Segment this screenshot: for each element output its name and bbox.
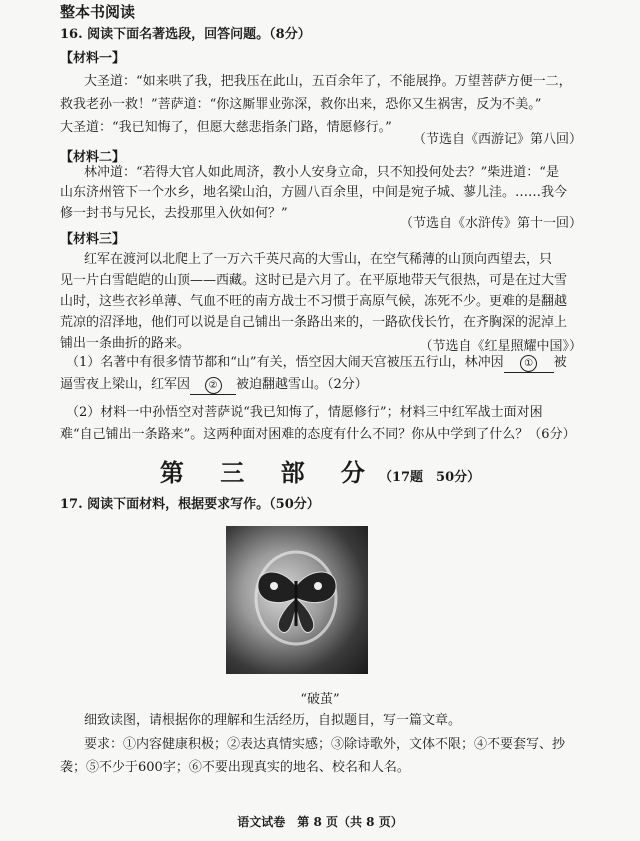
- material-3-line: 荒凉的沼泽地，他们可以说是自己铺出一条路出来的，一路砍伐长竹，在齐胸深的泥淖上: [60, 315, 568, 330]
- material-3-line: 山时，这些衣衫单薄、气血不旺的南方战士不习惯于高原气候，冻死不少。更难的是翻越: [60, 294, 568, 309]
- part-note: （17题 50分）: [378, 470, 481, 485]
- q16-sub1-line2: [60, 377, 368, 395]
- material-2-line: 修一封书与兄长，去投那里入伙如何？”: [60, 206, 288, 221]
- material-2-line: 山东济州管下一个水乡，地名梁山泊，方圆八百余里，中间是宛子城、蓼儿洼。……我今: [60, 185, 568, 200]
- material-1-source: （节选自《西游记》第八回）: [412, 132, 582, 147]
- answer-blank-1[interactable]: [504, 355, 554, 373]
- material-1-line: 大圣道：“如来哄了我，把我压在此山，五百余年了，不能展挣。万望菩萨方便一二，: [84, 74, 572, 89]
- page-footer: 语文试卷 第 8 页（共 8 页）: [237, 815, 403, 829]
- q16-sub1-text: 被迫翻越雪山。（2分）: [236, 377, 368, 392]
- material-3-line: 铺出一条曲折的路来。: [60, 336, 191, 351]
- material-3-line: 红军在渡河以北爬上了一万六千英尺高的大雪山，在空气稀薄的山顶向西望去，只: [84, 252, 553, 267]
- q16-sub1-line1: [66, 355, 567, 373]
- material-2-source: （节选自《水浒传》第十一回）: [399, 216, 582, 231]
- material-1-tag: 【材料一】: [60, 51, 126, 66]
- material-1-line: 救我老孙一救！”菩萨道：“你这厮罪业弥深，救你出来，恐你又生祸害，反为不美。”: [60, 97, 542, 112]
- section-heading: 整本书阅读: [60, 3, 136, 21]
- q16-sub1-text: 被: [553, 355, 567, 370]
- q17-prompt: 17. 阅读下面材料，根据要求写作。（50分）: [60, 497, 320, 512]
- blank-number: ①: [520, 355, 537, 372]
- cocoon-butterfly-photo: [226, 526, 368, 674]
- material-3-line: 见一片白雪皑皑的山顶——西藏。这时已是六月了。在平原地带天气很热，可是在过大雪: [60, 273, 568, 288]
- q16-sub2-line: 难“自己铺出一条路来”。这两种面对困难的态度有什么不同？你从中学到了什么？（6分）: [60, 427, 576, 442]
- part-title: [0, 453, 640, 488]
- q17-requirements-line2: 袭；⑤不少于600字；⑥不要出现真实的地名、校名和人名。: [60, 760, 410, 775]
- q16-sub2-line: （2）材料一中孙悟空对菩萨说“我已知悔了，情愿修行”；材料三中红军战士面对困: [66, 405, 543, 420]
- butterfly-icon: [226, 526, 368, 674]
- answer-blank-2[interactable]: [190, 377, 236, 395]
- material-3-tag: 【材料三】: [60, 232, 126, 247]
- material-2-tag: 【材料二】: [60, 150, 126, 165]
- q16-sub1-text: （1）名著中有很多情节都和“山”有关，悟空因大闹天宫被压五行山，林冲因: [66, 355, 504, 370]
- image-caption: “破茧”: [300, 692, 340, 707]
- q16-sub1-text: 逼雪夜上梁山，红军因: [60, 377, 191, 392]
- q17-instruction: 细致读图，请根据你的理解和生活经历，自拟题目，写一篇文章。: [84, 713, 462, 728]
- material-3-source: （节选自《红星照耀中国》）: [419, 339, 582, 354]
- q17-requirements-line1: 要求：①内容健康积极；②表达真情实感；③除诗歌外，文体不限；④不要套写、抄: [84, 737, 566, 752]
- blank-number: ②: [205, 377, 222, 394]
- q16-prompt: 16. 阅读下面名著选段，回答问题。（8分）: [60, 27, 311, 42]
- part-title-text: 第 三 部 分: [159, 458, 379, 487]
- material-2-line: 林冲道：“若得大官人如此周济，教小人安身立命，只不知投何处去？”柴进道：“是: [84, 165, 559, 180]
- material-1-line: 大圣道：“我已知悔了，但愿大慈悲指条门路，情愿修行。”: [60, 120, 392, 135]
